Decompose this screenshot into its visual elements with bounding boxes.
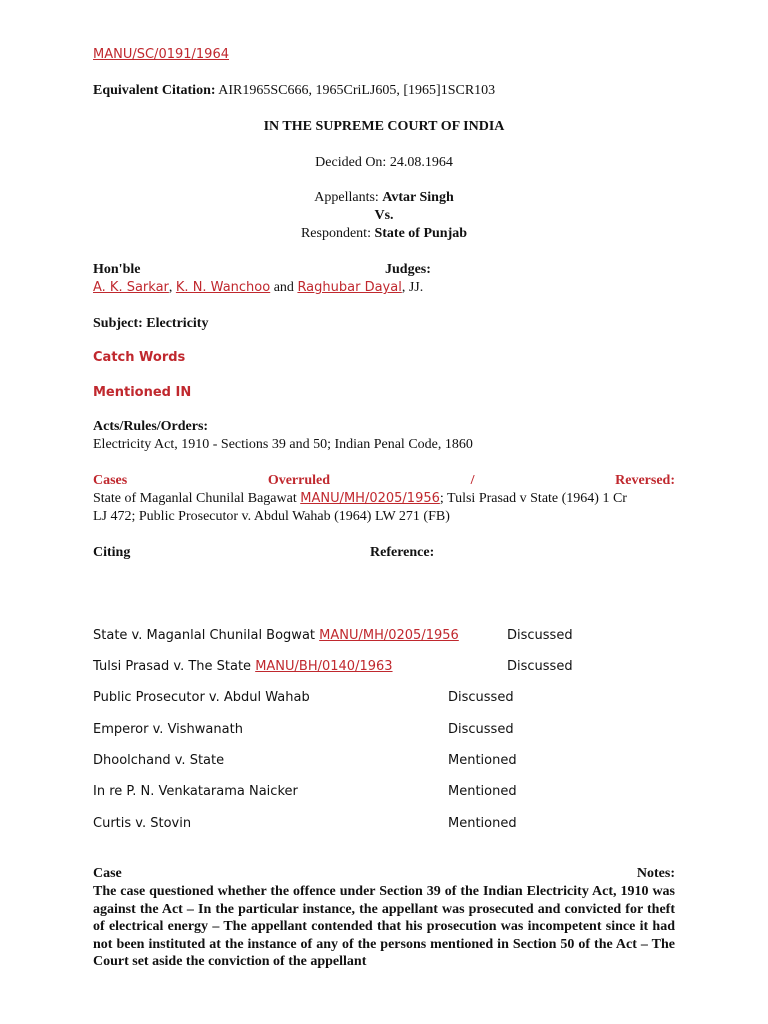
respondent-line	[93, 226, 675, 242]
appellants-label: Appellants:	[314, 190, 379, 205]
judges-label-left: Hon'ble	[93, 262, 141, 277]
reference-status: Discussed	[507, 628, 573, 643]
reference-status: Discussed	[448, 690, 514, 705]
equivalent-citation	[93, 83, 495, 99]
reference-case: Dhoolchand v. State	[93, 753, 225, 768]
reference-link[interactable]: MANU/BH/0140/1963	[255, 659, 393, 674]
respondent-name: State of Punjab	[374, 226, 468, 241]
versus: Vs.	[374, 208, 394, 223]
acts-heading: Acts/Rules/Orders:	[93, 419, 209, 434]
case-notes-heading	[93, 866, 675, 882]
mentioned-in-link[interactable]: Mentioned IN	[93, 385, 192, 400]
overruled-case-link[interactable]: MANU/MH/0205/1956	[300, 491, 440, 506]
judges-label-right: Judges:	[385, 262, 431, 277]
reference-case: Emperor v. Vishwanath	[93, 722, 243, 737]
appellants-name: Avtar Singh	[382, 190, 454, 205]
reference-link[interactable]: MANU/MH/0205/1956	[319, 628, 459, 643]
judges-suffix: , JJ.	[401, 280, 424, 295]
citation-label: Equivalent Citation:	[93, 83, 216, 98]
subject: Subject: Electricity	[93, 316, 209, 331]
court-name: IN THE SUPREME COURT OF INDIA	[263, 119, 505, 134]
overruled-word: Cases	[93, 473, 128, 488]
reference-case: Public Prosecutor v. Abdul Wahab	[93, 690, 310, 705]
reference-row	[93, 628, 459, 643]
overruled-line-2: LJ 472; Public Prosecutor v. Abdul Wahab (1964) LW 271 (FB)	[93, 509, 450, 524]
overruled-line-1	[93, 491, 627, 507]
case-notes-word: Notes:	[636, 866, 675, 881]
overruled-case-text: State of Maganlal Chunilal Bagawat	[93, 491, 301, 506]
reference-status: Discussed	[507, 659, 573, 674]
citing-label: Citing	[93, 545, 131, 560]
overruled-word: Reversed:	[615, 473, 675, 488]
reference-label: Reference:	[370, 545, 435, 560]
judges-separator: ,	[168, 280, 176, 295]
overruled-word: /	[470, 473, 475, 488]
case-notes-text: The case questioned whether the offence under Section 39 of the Indian Electricity Act, 1910 was against the Act – In the particular instance, the appellant was prosecuted and convicted for theft of electrical energy – The appellant contended that his prosecution was incompetent since it had not been instituted at the instance of any of the persons mentioned in Section 50 of the Act – The Court set aside the conviction of the appellant	[93, 884, 675, 969]
respondent-label: Respondent:	[300, 226, 371, 241]
reference-status: Discussed	[448, 722, 514, 737]
citation-value: AIR1965SC666, 1965CriLJ605, [1965]1SCR103	[218, 83, 496, 98]
acts-text: Electricity Act, 1910 - Sections 39 and 50; Indian Penal Code, 1860	[93, 437, 473, 452]
judges-separator: and	[270, 280, 298, 295]
case-notes-word: Case	[93, 866, 122, 881]
reference-case: Curtis v. Stovin	[93, 816, 192, 831]
judge-link[interactable]: A. K. Sarkar	[93, 280, 169, 295]
appellants-line	[93, 190, 675, 206]
reference-case: State v. Maganlal Chunilal Bogwat	[93, 628, 320, 643]
catch-words-link[interactable]: Catch Words	[93, 350, 186, 365]
overruled-case-text: ; Tulsi Prasad v State (1964) 1 Cr	[439, 491, 627, 506]
reference-case: In re P. N. Venkatarama Naicker	[93, 784, 298, 799]
judge-link[interactable]: Raghubar Dayal	[297, 280, 402, 295]
overruled-heading	[93, 473, 675, 489]
judge-link[interactable]: K. N. Wanchoo	[175, 280, 271, 295]
manu-id-link[interactable]: MANU/SC/0191/1964	[93, 47, 229, 62]
judges-list	[93, 280, 423, 296]
reference-case: Tulsi Prasad v. The State	[93, 659, 256, 674]
reference-status: Mentioned	[448, 753, 517, 768]
reference-row	[93, 659, 393, 674]
reference-status: Mentioned	[448, 784, 517, 799]
decided-date: Decided On: 24.08.1964	[315, 155, 453, 170]
reference-status: Mentioned	[448, 816, 517, 831]
overruled-word: Overruled	[267, 473, 331, 488]
